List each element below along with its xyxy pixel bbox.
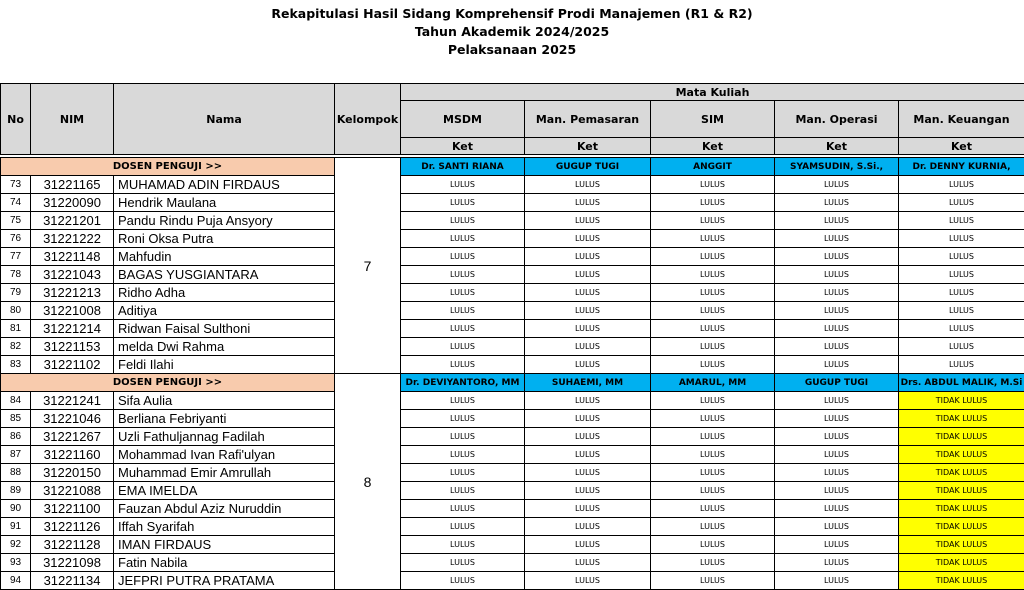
ket-cell: LULUS — [525, 356, 651, 374]
nama-cell: Berliana Febriyanti — [114, 410, 335, 428]
ket-cell: LULUS — [899, 176, 1024, 194]
ket-cell: LULUS — [525, 428, 651, 446]
no-cell: 74 — [1, 194, 31, 212]
ket-cell: LULUS — [651, 482, 775, 500]
nim-cell: 31221088 — [31, 482, 114, 500]
table-row — [1, 518, 1024, 536]
header-subject: MSDM — [401, 101, 525, 138]
table-row — [1, 554, 1024, 572]
ket-cell: LULUS — [525, 230, 651, 248]
nama-cell: Aditiya — [114, 302, 335, 320]
ket-cell: LULUS — [651, 464, 775, 482]
no-cell: 93 — [1, 554, 31, 572]
nim-cell: 31221098 — [31, 554, 114, 572]
ket-cell: LULUS — [651, 518, 775, 536]
ket-cell: LULUS — [401, 176, 525, 194]
nim-cell: 31221214 — [31, 320, 114, 338]
ket-cell: LULUS — [525, 482, 651, 500]
ket-cell: LULUS — [775, 338, 899, 356]
ket-cell: LULUS — [525, 464, 651, 482]
header-ket: Ket — [899, 138, 1024, 155]
ket-cell: LULUS — [775, 176, 899, 194]
ket-cell: LULUS — [401, 302, 525, 320]
ket-cell: LULUS — [899, 302, 1024, 320]
ket-cell: LULUS — [775, 500, 899, 518]
header-ket: Ket — [401, 138, 525, 155]
dosen-name: Dr. DENNY KURNIA, — [899, 158, 1024, 176]
implementation-year: Pelaksanaan 2025 — [0, 41, 1024, 59]
ket-cell: TIDAK LULUS — [899, 428, 1024, 446]
ket-cell: LULUS — [525, 536, 651, 554]
ket-cell: LULUS — [525, 194, 651, 212]
header-subject: Man. Operasi — [775, 101, 899, 138]
no-cell: 83 — [1, 356, 31, 374]
ket-cell: LULUS — [775, 284, 899, 302]
nama-cell: MUHAMAD ADIN FIRDAUS — [114, 176, 335, 194]
ket-cell: LULUS — [401, 266, 525, 284]
ket-cell: LULUS — [651, 284, 775, 302]
ket-cell: LULUS — [775, 230, 899, 248]
ket-cell: LULUS — [651, 536, 775, 554]
kelompok-cell: 7 — [335, 158, 401, 374]
ket-cell: LULUS — [775, 446, 899, 464]
ket-cell: LULUS — [525, 410, 651, 428]
table-row — [1, 410, 1024, 428]
ket-cell: LULUS — [899, 284, 1024, 302]
nim-cell: 31220090 — [31, 194, 114, 212]
nama-cell: Pandu Rindu Puja Ansyory — [114, 212, 335, 230]
ket-cell: LULUS — [651, 392, 775, 410]
nim-cell: 31221222 — [31, 230, 114, 248]
ket-cell: LULUS — [401, 356, 525, 374]
ket-cell: LULUS — [899, 338, 1024, 356]
ket-cell: LULUS — [651, 554, 775, 572]
ket-cell: TIDAK LULUS — [899, 554, 1024, 572]
ket-cell: LULUS — [775, 356, 899, 374]
dosen-name: GUGUP TUGI — [775, 374, 899, 392]
table-row — [1, 302, 1024, 320]
ket-cell: LULUS — [899, 356, 1024, 374]
nim-cell: 31221148 — [31, 248, 114, 266]
no-cell: 89 — [1, 482, 31, 500]
header-ket: Ket — [651, 138, 775, 155]
ket-cell: LULUS — [401, 410, 525, 428]
table-row — [1, 194, 1024, 212]
nama-cell: BAGAS YUSGIANTARA — [114, 266, 335, 284]
header-mata-kuliah: Mata Kuliah — [401, 84, 1024, 101]
ket-cell: LULUS — [401, 284, 525, 302]
ket-cell: LULUS — [775, 572, 899, 590]
ket-cell: TIDAK LULUS — [899, 500, 1024, 518]
dosen-name: SYAMSUDIN, S.Si., — [775, 158, 899, 176]
ket-cell: LULUS — [775, 302, 899, 320]
ket-cell: LULUS — [775, 536, 899, 554]
ket-cell: LULUS — [651, 410, 775, 428]
ket-cell: TIDAK LULUS — [899, 410, 1024, 428]
kelompok-cell: 8 — [335, 374, 401, 590]
nim-cell: 31221043 — [31, 266, 114, 284]
no-cell: 73 — [1, 176, 31, 194]
no-cell: 94 — [1, 572, 31, 590]
nama-cell: Mahfudin — [114, 248, 335, 266]
ket-cell: LULUS — [651, 212, 775, 230]
ket-cell: LULUS — [775, 464, 899, 482]
ket-cell: LULUS — [651, 338, 775, 356]
header-ket: Ket — [525, 138, 651, 155]
no-cell: 78 — [1, 266, 31, 284]
ket-cell: LULUS — [401, 194, 525, 212]
no-cell: 76 — [1, 230, 31, 248]
table-row — [1, 230, 1024, 248]
ket-cell: LULUS — [651, 194, 775, 212]
ket-cell: LULUS — [401, 536, 525, 554]
table-row — [1, 176, 1024, 194]
ket-cell: LULUS — [775, 212, 899, 230]
ket-cell: LULUS — [401, 392, 525, 410]
report-titles — [0, 0, 1024, 59]
nama-cell: Fatin Nabila — [114, 554, 335, 572]
ket-cell: LULUS — [525, 266, 651, 284]
nama-cell: Sifa Aulia — [114, 392, 335, 410]
ket-cell: LULUS — [525, 176, 651, 194]
ket-cell: LULUS — [899, 230, 1024, 248]
nama-cell: EMA IMELDA — [114, 482, 335, 500]
ket-cell: LULUS — [651, 572, 775, 590]
ket-cell: LULUS — [401, 482, 525, 500]
dosen-name: GUGUP TUGI — [525, 158, 651, 176]
header-nim: NIM — [31, 84, 114, 155]
ket-cell: LULUS — [899, 248, 1024, 266]
ket-cell: LULUS — [899, 212, 1024, 230]
ket-cell: LULUS — [899, 266, 1024, 284]
table-row — [1, 338, 1024, 356]
ket-cell: LULUS — [775, 194, 899, 212]
ket-cell: TIDAK LULUS — [899, 464, 1024, 482]
table-row — [1, 428, 1024, 446]
table-body — [1, 158, 1024, 590]
dosen-name: ANGGIT — [651, 158, 775, 176]
ket-cell: LULUS — [401, 212, 525, 230]
dosen-penguji-label: DOSEN PENGUJI >> — [1, 158, 335, 176]
header-subject: Man. Pemasaran — [525, 101, 651, 138]
ket-cell: LULUS — [775, 410, 899, 428]
ket-cell: LULUS — [651, 248, 775, 266]
table-row — [1, 500, 1024, 518]
ket-cell: LULUS — [775, 554, 899, 572]
no-cell: 82 — [1, 338, 31, 356]
ket-cell: LULUS — [651, 230, 775, 248]
ket-cell: LULUS — [401, 446, 525, 464]
ket-cell: LULUS — [525, 248, 651, 266]
academic-year: Tahun Akademik 2024/2025 — [0, 23, 1024, 41]
ket-cell: LULUS — [525, 392, 651, 410]
ket-cell: LULUS — [651, 302, 775, 320]
ket-cell: LULUS — [775, 248, 899, 266]
nim-cell: 31221126 — [31, 518, 114, 536]
table-row — [1, 320, 1024, 338]
nama-cell: IMAN FIRDAUS — [114, 536, 335, 554]
ket-cell: LULUS — [525, 320, 651, 338]
table-row — [1, 536, 1024, 554]
ket-cell: LULUS — [525, 554, 651, 572]
table-row — [1, 464, 1024, 482]
nama-cell: Ridho Adha — [114, 284, 335, 302]
header-subject: Man. Keuangan — [899, 101, 1024, 138]
dosen-name: AMARUL, MM — [651, 374, 775, 392]
no-cell: 87 — [1, 446, 31, 464]
ket-cell: LULUS — [775, 518, 899, 536]
ket-cell: TIDAK LULUS — [899, 446, 1024, 464]
header-nama: Nama — [114, 84, 335, 155]
table-row — [1, 356, 1024, 374]
header-kelompok: Kelompok — [335, 84, 401, 155]
results-table — [0, 83, 1024, 590]
nim-cell: 31221153 — [31, 338, 114, 356]
nim-cell: 31221213 — [31, 284, 114, 302]
ket-cell: LULUS — [401, 230, 525, 248]
ket-cell: LULUS — [899, 194, 1024, 212]
ket-cell: LULUS — [525, 338, 651, 356]
nim-cell: 31221165 — [31, 176, 114, 194]
nama-cell: Uzli Fathuljannag Fadilah — [114, 428, 335, 446]
ket-cell: LULUS — [401, 464, 525, 482]
nim-cell: 31221201 — [31, 212, 114, 230]
ket-cell: TIDAK LULUS — [899, 536, 1024, 554]
ket-cell: LULUS — [651, 446, 775, 464]
ket-cell: LULUS — [525, 518, 651, 536]
ket-cell: LULUS — [651, 320, 775, 338]
ket-cell: LULUS — [401, 248, 525, 266]
nama-cell: melda Dwi Rahma — [114, 338, 335, 356]
nim-cell: 31221008 — [31, 302, 114, 320]
no-cell: 86 — [1, 428, 31, 446]
ket-cell: LULUS — [651, 266, 775, 284]
ket-cell: LULUS — [775, 428, 899, 446]
no-cell: 88 — [1, 464, 31, 482]
ket-cell: LULUS — [525, 284, 651, 302]
ket-cell: LULUS — [401, 554, 525, 572]
nim-cell: 31221046 — [31, 410, 114, 428]
ket-cell: LULUS — [525, 302, 651, 320]
nim-cell: 31221102 — [31, 356, 114, 374]
ket-cell: LULUS — [401, 518, 525, 536]
ket-cell: LULUS — [651, 356, 775, 374]
no-cell: 80 — [1, 302, 31, 320]
ket-cell: LULUS — [775, 266, 899, 284]
nim-cell: 31221241 — [31, 392, 114, 410]
table-row — [1, 248, 1024, 266]
ket-cell: LULUS — [651, 176, 775, 194]
no-cell: 91 — [1, 518, 31, 536]
no-cell: 85 — [1, 410, 31, 428]
ket-cell: LULUS — [401, 500, 525, 518]
nama-cell: Fauzan Abdul Aziz Nuruddin — [114, 500, 335, 518]
nama-cell: Hendrik Maulana — [114, 194, 335, 212]
table-header — [1, 84, 1024, 158]
table-row — [1, 212, 1024, 230]
nama-cell: Mohammad Ivan Rafi'ulyan — [114, 446, 335, 464]
ket-cell: TIDAK LULUS — [899, 482, 1024, 500]
ket-cell: LULUS — [525, 446, 651, 464]
nim-cell: 31220150 — [31, 464, 114, 482]
nama-cell: Roni Oksa Putra — [114, 230, 335, 248]
ket-cell: LULUS — [775, 320, 899, 338]
no-cell: 75 — [1, 212, 31, 230]
nim-cell: 31221128 — [31, 536, 114, 554]
ket-cell: LULUS — [651, 500, 775, 518]
dosen-row — [1, 158, 1024, 176]
ket-cell: TIDAK LULUS — [899, 572, 1024, 590]
dosen-penguji-label: DOSEN PENGUJI >> — [1, 374, 335, 392]
ket-cell: TIDAK LULUS — [899, 392, 1024, 410]
no-cell: 79 — [1, 284, 31, 302]
ket-cell: LULUS — [401, 338, 525, 356]
ket-cell: LULUS — [525, 572, 651, 590]
nama-cell: Feldi Ilahi — [114, 356, 335, 374]
table-row — [1, 572, 1024, 590]
header-no: No — [1, 84, 31, 155]
header-ket: Ket — [775, 138, 899, 155]
ket-cell: LULUS — [775, 392, 899, 410]
no-cell: 81 — [1, 320, 31, 338]
ket-cell: LULUS — [401, 572, 525, 590]
ket-cell: LULUS — [401, 320, 525, 338]
ket-cell: LULUS — [401, 428, 525, 446]
ket-cell: LULUS — [899, 320, 1024, 338]
table-row — [1, 266, 1024, 284]
nama-cell: JEFPRI PUTRA PRATAMA — [114, 572, 335, 590]
no-cell: 90 — [1, 500, 31, 518]
report-title: Rekapitulasi Hasil Sidang Komprehensif Prodi Manajemen (R1 & R2) — [0, 0, 1024, 23]
dosen-row — [1, 374, 1024, 392]
nim-cell: 31221160 — [31, 446, 114, 464]
nim-cell: 31221100 — [31, 500, 114, 518]
nim-cell: 31221267 — [31, 428, 114, 446]
dosen-name: Dr. SANTI RIANA — [401, 158, 525, 176]
header-subject: SIM — [651, 101, 775, 138]
no-cell: 77 — [1, 248, 31, 266]
ket-cell: LULUS — [525, 212, 651, 230]
table-row — [1, 284, 1024, 302]
table-row — [1, 482, 1024, 500]
nama-cell: Iffah Syarifah — [114, 518, 335, 536]
dosen-name: SUHAEMI, MM — [525, 374, 651, 392]
nama-cell: Ridwan Faisal Sulthoni — [114, 320, 335, 338]
dosen-name: Dr. DEVIYANTORO, MM — [401, 374, 525, 392]
table-row — [1, 392, 1024, 410]
nim-cell: 31221134 — [31, 572, 114, 590]
ket-cell: LULUS — [775, 482, 899, 500]
nama-cell: Muhammad Emir Amrullah — [114, 464, 335, 482]
ket-cell: TIDAK LULUS — [899, 518, 1024, 536]
table-row — [1, 446, 1024, 464]
ket-cell: LULUS — [651, 428, 775, 446]
ket-cell: LULUS — [525, 500, 651, 518]
dosen-name: Drs. ABDUL MALIK, M.Si — [899, 374, 1024, 392]
no-cell: 84 — [1, 392, 31, 410]
no-cell: 92 — [1, 536, 31, 554]
